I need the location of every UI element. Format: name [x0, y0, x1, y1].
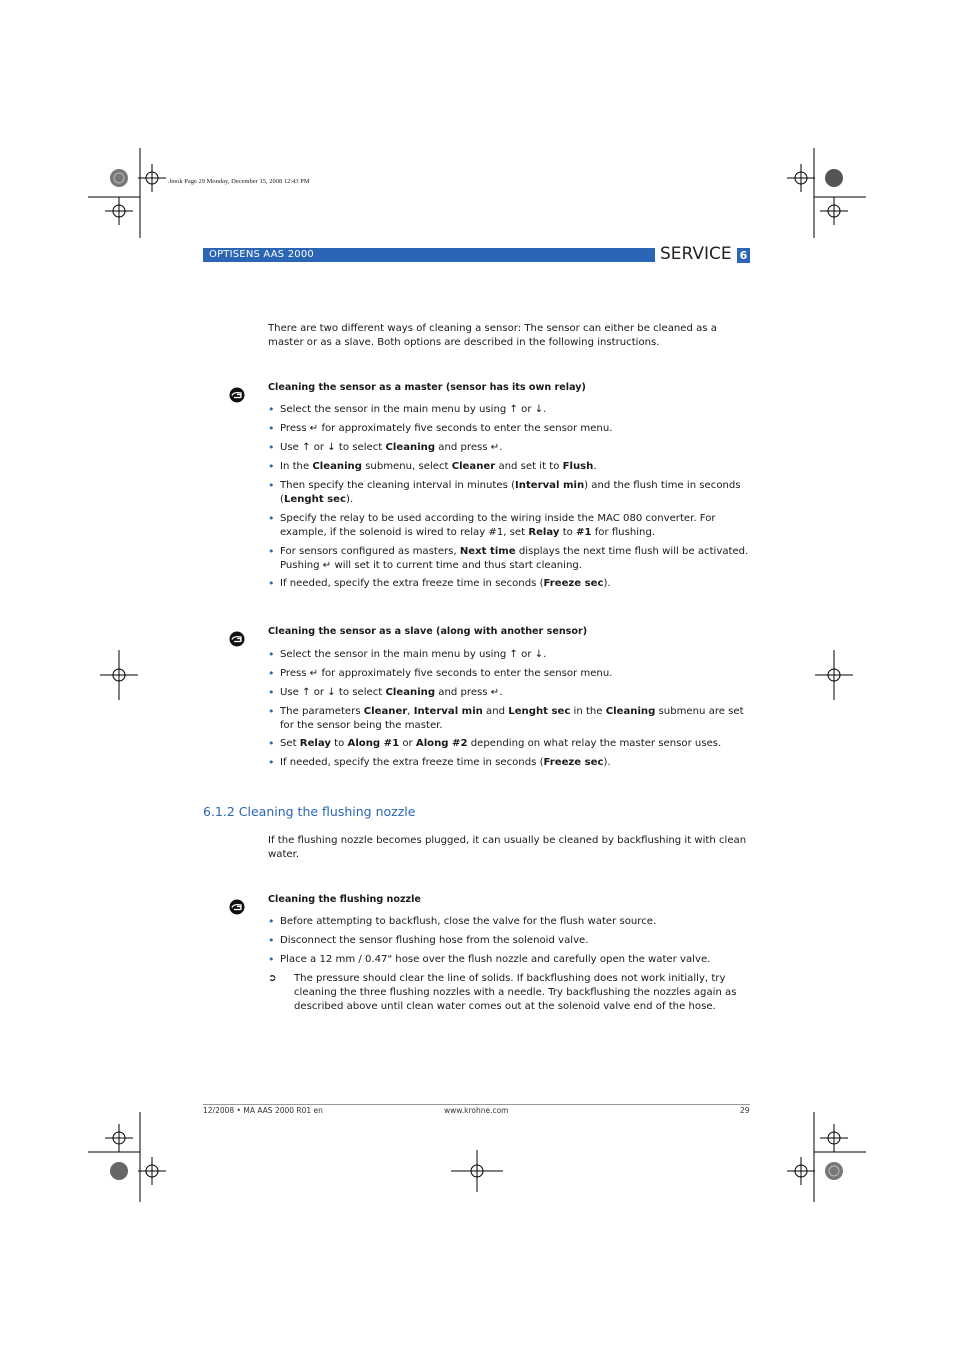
bullet-icon: • [268, 953, 275, 966]
result-arrow-icon: ➲ [268, 973, 277, 984]
step-text: Specify the relay to be used according to the wiring inside the MAC 080 converter. For example, if the solenoid is wired to relay #1, set Relay to #1 for flushing. [280, 513, 716, 538]
subsection-intro: If the flushing nozzle becomes plugged, it can usually be cleaned by backflushing it with clean water. [268, 835, 747, 860]
bullet-icon: • [268, 512, 275, 525]
procedure-title: Cleaning the sensor as a slave (along with another sensor) [268, 626, 588, 637]
step-item [268, 545, 753, 572]
menu-term: Cleaner [363, 706, 408, 717]
menu-term: Flush [562, 461, 594, 472]
step-text: Select the sensor in the main menu by using ↑ or ↓. [280, 649, 547, 660]
step-text: Set Relay to Along #1 or Along #2 depending on what relay the master sensor uses. [280, 738, 722, 749]
hand-icon [229, 631, 245, 647]
step-item [268, 915, 753, 929]
step-item [268, 737, 753, 751]
step-text: Disconnect the sensor flushing hose from the solenoid valve. [280, 935, 589, 946]
section-number: 6 [737, 248, 750, 263]
result-text: The pressure should clear the line of solids. If backflushing does not work initially, try cleaning the three flushing nozzles with a needle. Try backflushing the nozzles again as described above until clean water comes out at the solenoid valve end of the hose. [294, 973, 737, 1012]
step-text: Select the sensor in the main menu by using ↑ or ↓. [280, 404, 547, 415]
intro-paragraph: There are two different ways of cleaning a sensor: The sensor can either be cleaned as a master or as a slave. Both options are described in the following instructions. [268, 323, 717, 348]
step-item [268, 705, 753, 732]
menu-term: Cleaning [385, 442, 436, 453]
menu-term: Cleaner [451, 461, 496, 472]
bullet-icon: • [268, 403, 275, 416]
menu-term: Cleaning [312, 461, 362, 472]
menu-term: Along #2 [415, 738, 468, 749]
hand-icon [229, 899, 245, 915]
step-item [268, 422, 753, 436]
bullet-icon: • [268, 686, 275, 699]
footer-rule [203, 1104, 750, 1105]
menu-term: Relay [528, 526, 560, 538]
bullet-icon: • [268, 705, 275, 718]
menu-term: Lenght sec [508, 706, 571, 717]
step-item [268, 756, 753, 770]
step-item [268, 577, 753, 591]
step-text: Use ↑ or ↓ to select Cleaning and press ↵. [280, 687, 503, 698]
hand-icon [229, 387, 245, 403]
step-item [268, 479, 753, 506]
procedure-title: Cleaning the sensor as a master (sensor has its own relay) [268, 382, 586, 393]
step-item [268, 460, 753, 474]
result-note [268, 972, 753, 1014]
menu-term: Along #1 [347, 738, 400, 749]
menu-term: Freeze sec [543, 757, 604, 768]
step-item [268, 667, 753, 681]
step-text: Press ↵ for approximately five seconds to enter the sensor menu. [280, 668, 613, 679]
menu-term: Interval min [413, 706, 483, 717]
step-item [268, 686, 753, 700]
bullet-icon: • [268, 422, 275, 435]
menu-term: Cleaning [385, 687, 436, 698]
bullet-icon: • [268, 460, 275, 473]
menu-term: #1 [576, 526, 592, 538]
menu-term: Lenght sec [283, 493, 347, 505]
menu-term: Interval min [515, 480, 585, 491]
menu-term: Freeze sec [543, 578, 604, 589]
step-text: Before attempting to backflush, close the valve for the flush water source. [280, 916, 657, 927]
step-text: Press ↵ for approximately five seconds to enter the sensor menu. [280, 423, 613, 434]
bullet-icon: • [268, 545, 275, 558]
step-text: For sensors configured as masters, Next time displays the next time flush will be activated. Pushing ↵ will set it to current time and thus start cleaning. [280, 546, 749, 571]
step-text: Use ↑ or ↓ to select Cleaning and press ↵. [280, 442, 503, 453]
bullet-icon: • [268, 648, 275, 661]
bullet-icon: • [268, 915, 275, 928]
step-item [268, 403, 753, 417]
menu-term: Cleaning [605, 706, 656, 717]
menu-term: Relay [299, 738, 331, 749]
step-text: In the Cleaning submenu, select Cleaner and set it to Flush. [280, 461, 597, 472]
menu-term: Next time [459, 546, 516, 557]
bullet-icon: • [268, 667, 275, 680]
bullet-icon: • [268, 441, 275, 454]
bullet-icon: • [268, 737, 275, 750]
procedure-title: Cleaning the flushing nozzle [268, 894, 421, 905]
subsection-heading: 6.1.2 Cleaning the flushing nozzle [203, 804, 416, 819]
section-title: SERVICE [660, 244, 732, 264]
step-text: If needed, specify the extra freeze time in seconds (Freeze sec). [280, 578, 611, 589]
bullet-icon: • [268, 577, 275, 590]
bullet-icon: • [268, 934, 275, 947]
bullet-icon: • [268, 479, 275, 492]
footer-website: www.krohne.com [444, 1106, 509, 1115]
step-text: Then specify the cleaning interval in minutes (Interval min) and the flush time in seconds (Lenght sec). [280, 480, 741, 505]
step-text: The parameters Cleaner, Interval min and Lenght sec in the Cleaning submenu are set for the sensor being the master. [280, 706, 744, 731]
step-item [268, 441, 753, 455]
step-item [268, 512, 753, 539]
print-stamp: .book Page 29 Monday, December 15, 2008 12:43 PM [168, 178, 310, 185]
step-item [268, 648, 753, 662]
footer-page-number: 29 [740, 1106, 750, 1115]
step-text: If needed, specify the extra freeze time in seconds (Freeze sec). [280, 757, 611, 768]
bullet-icon: • [268, 756, 275, 769]
footer-doc-id: 12/2008 • MA AAS 2000 R01 en [203, 1106, 323, 1115]
step-item [268, 934, 753, 948]
step-item [268, 953, 753, 967]
product-title: OPTISENS AAS 2000 [209, 249, 314, 260]
step-text: Place a 12 mm / 0.47" hose over the flush nozzle and carefully open the water valve. [280, 954, 711, 965]
